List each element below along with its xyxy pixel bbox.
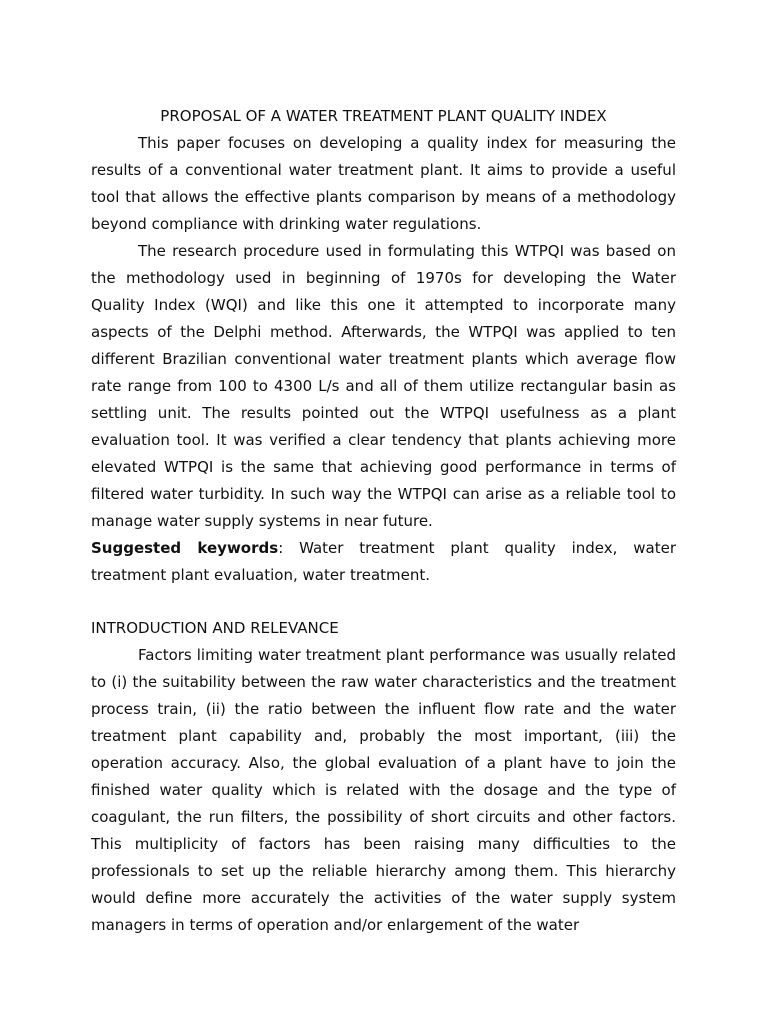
keywords-label: Suggested keywords: [91, 539, 279, 557]
abstract-paragraph-1: This paper focuses on developing a quality index for measuring the results of a conventional water treatment plant. It aims to provide a useful tool that allows the effective plants comparison by means of a methodology beyond compliance with drinking water regulations.: [91, 134, 676, 233]
introduction-paragraph: Factors limiting water treatment plant performance was usually related to (i) the suitability between the raw water characteristics and the treatment process train, (ii) the ratio between the influent flow rate and the water treatment plant capability and, probably the most important, (iii) the operation accuracy. Also, the global evaluation of a plant have to join the finished water quality which is related with the dosage and the type of coagulant, the run filters, the possibility of short circuits and other factors. This multiplicity of factors has been raising many difficulties to the professionals to set up the reliable hierarchy among them. This hierarchy would define more accurately the activities of the water supply system managers in terms of operation and/or enlargement of the water: [91, 646, 676, 934]
keywords-line: [91, 535, 676, 589]
document-page: [91, 103, 676, 939]
keywords-text: : Water treatment plant quality index, water treatment plant evaluation, water treatment.: [91, 539, 676, 584]
section-heading: INTRODUCTION AND RELEVANCE: [91, 619, 339, 637]
document-title: PROPOSAL OF A WATER TREATMENT PLANT QUALITY INDEX: [160, 107, 607, 125]
abstract-paragraph-2: The research procedure used in formulating this WTPQI was based on the methodology used in beginning of 1970s for developing the Water Quality Index (WQI) and like this one it attempted to incorporate many aspects of the Delphi method. Afterwards, the WTPQI was applied to ten different Brazilian conventional water treatment plants which average flow rate range from 100 to 4300 L/s and all of them utilize rectangular basin as settling unit. The results pointed out the WTPQI usefulness as a plant evaluation tool. It was verified a clear tendency that plants achieving more elevated WTPQI is the same that achieving good performance in terms of filtered water turbidity. In such way the WTPQI can arise as a reliable tool to manage water supply systems in near future.: [91, 242, 676, 530]
